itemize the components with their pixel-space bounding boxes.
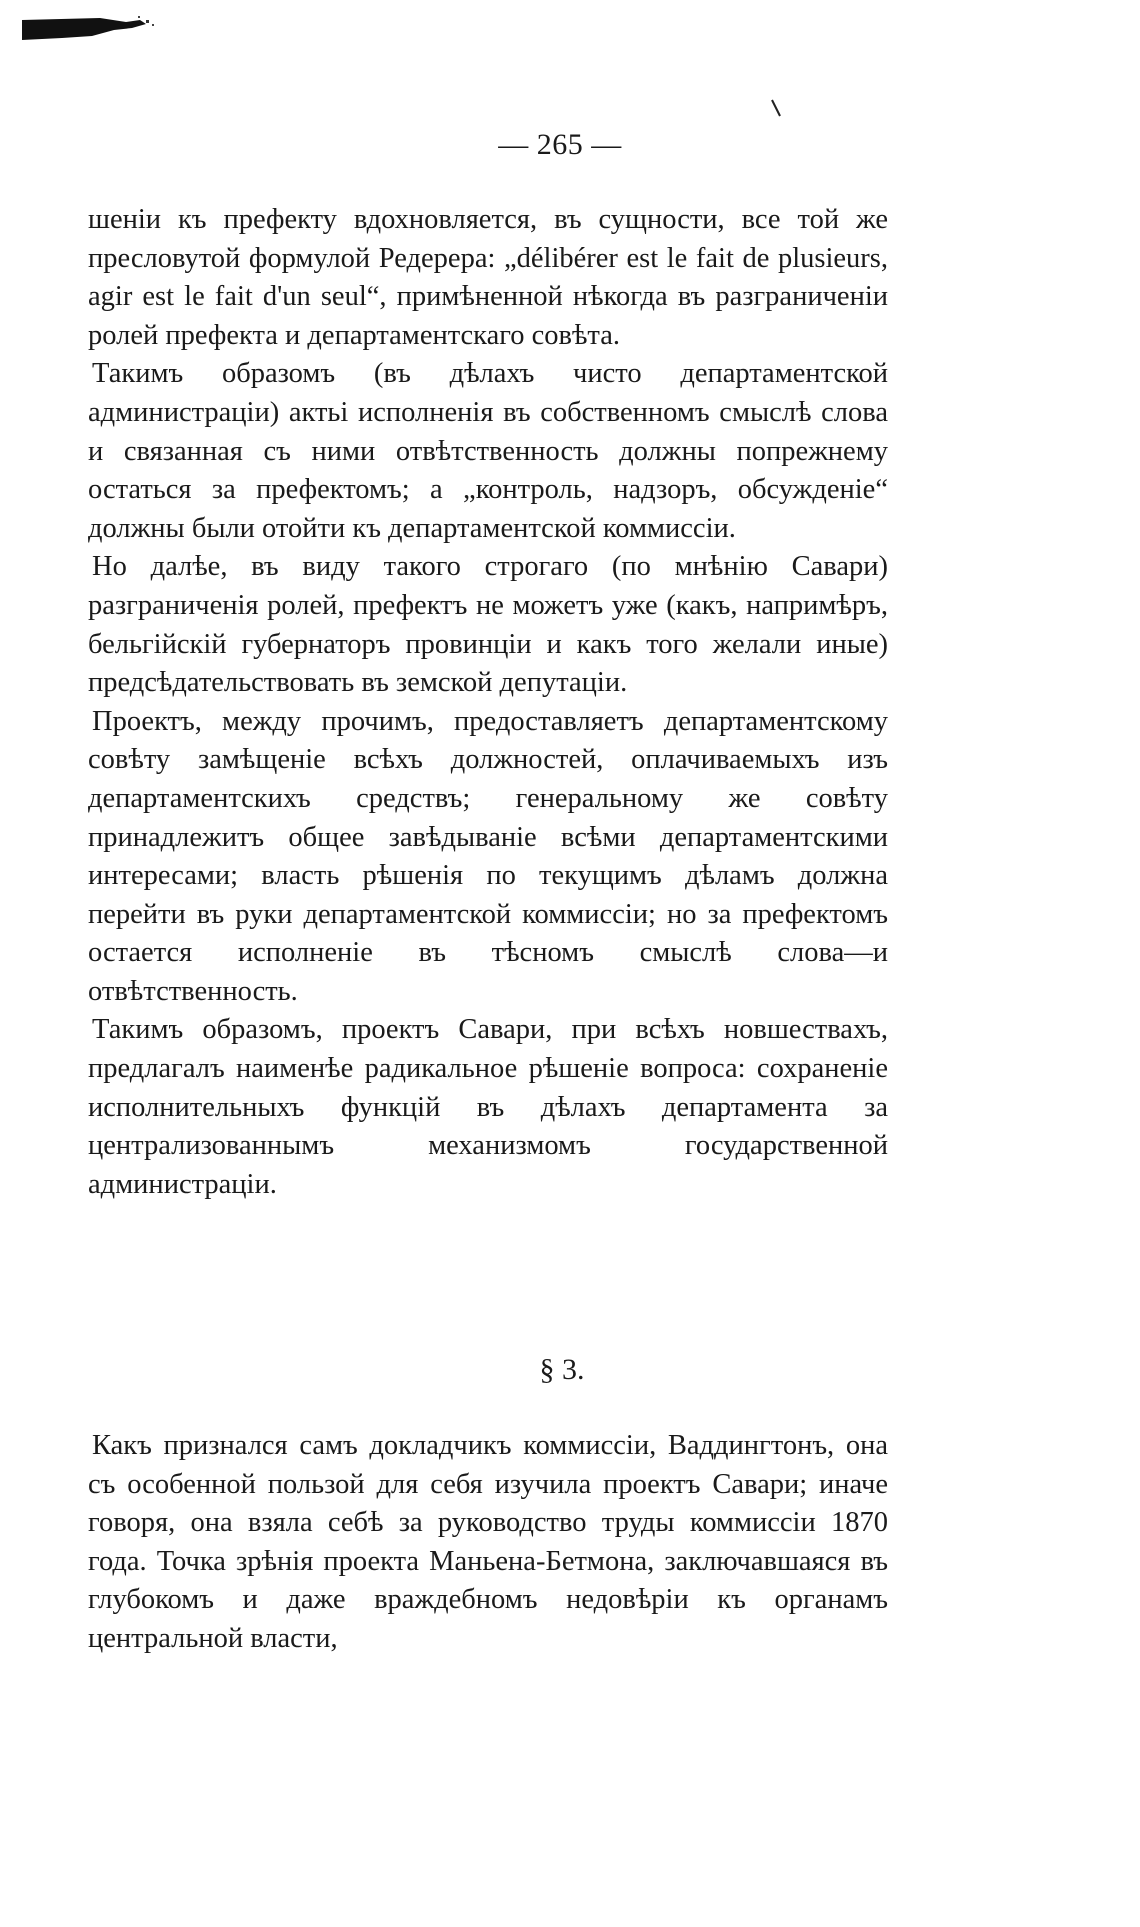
page-number: — 265 — (498, 128, 622, 161)
paragraph: Но далѣе, въ виду такого строгаго (по мнѣнію Савари) разграниченія ролей, префектъ не можетъ уже (какъ, напримѣръ, бельгійскій губернаторъ провинціи и какъ того желали иные) предсѣдательствовать въ земской депутаціи. (88, 551, 888, 699)
section-heading: § 3. (539, 1353, 585, 1386)
scan-artifact (22, 14, 162, 42)
body-text-top (88, 201, 888, 1204)
paragraph: Такимъ образомъ (въ дѣлахъ чисто департаментской администраціи) актьі исполненія въ собственномъ смыслѣ слова и связанная съ ними отвѣтственность должны попрежнему остаться за префектомъ; а „контроль, надзоръ, обсужденіе“ должны были отойти къ департаментской коммиссіи. (88, 358, 888, 544)
paragraph: Проектъ, между прочимъ, предоставляетъ департаментскому совѣту замѣщеніе всѣхъ должностей, оплачиваемыхъ изъ департаментскихъ средствъ; генеральному же совѣту принадлежитъ общее завѣдываніе всѣми департаментскими интересами; власть рѣшенія по текущимъ дѣламъ должна перейти въ руки департаментской коммиссіи; но за префектомъ остается исполненіе въ тѣсномъ смыслѣ слова—и отвѣтственность. (88, 705, 888, 1007)
body-text-bottom (88, 1427, 888, 1659)
paragraph: Какъ признался самъ докладчикъ коммиссіи, Ваддингтонъ, она съ особенной пользой для себя изучила проектъ Савари; иначе говоря, она взяла себѣ за руководство труды коммиссіи 1870 года. Точка зрѣнія проекта Маньена-Бетмона, заключавшаяся въ глубокомъ и даже враждебномъ недовѣріи къ органамъ центральной власти, (88, 1430, 888, 1654)
stray-mark (770, 98, 784, 120)
paragraph: шеніи къ префекту вдохновляется, въ сущности, все той же пресловутой формулой Редерера: „délibérer est le fait de plusieurs, agir est le fait d'un seul“, примѣненной нѣкогда въ разграниченіи ролей префекта и департаментскаго совѣта. (88, 204, 888, 351)
paragraph: Такимъ образомъ, проектъ Савари, при всѣхъ новшествахъ, предлагалъ наименѣе радикальное рѣшеніе вопроса: сохраненіе исполнительныхъ функцій въ дѣлахъ департамента за централизованнымъ механизмомъ государственной администраціи. (88, 1014, 888, 1200)
